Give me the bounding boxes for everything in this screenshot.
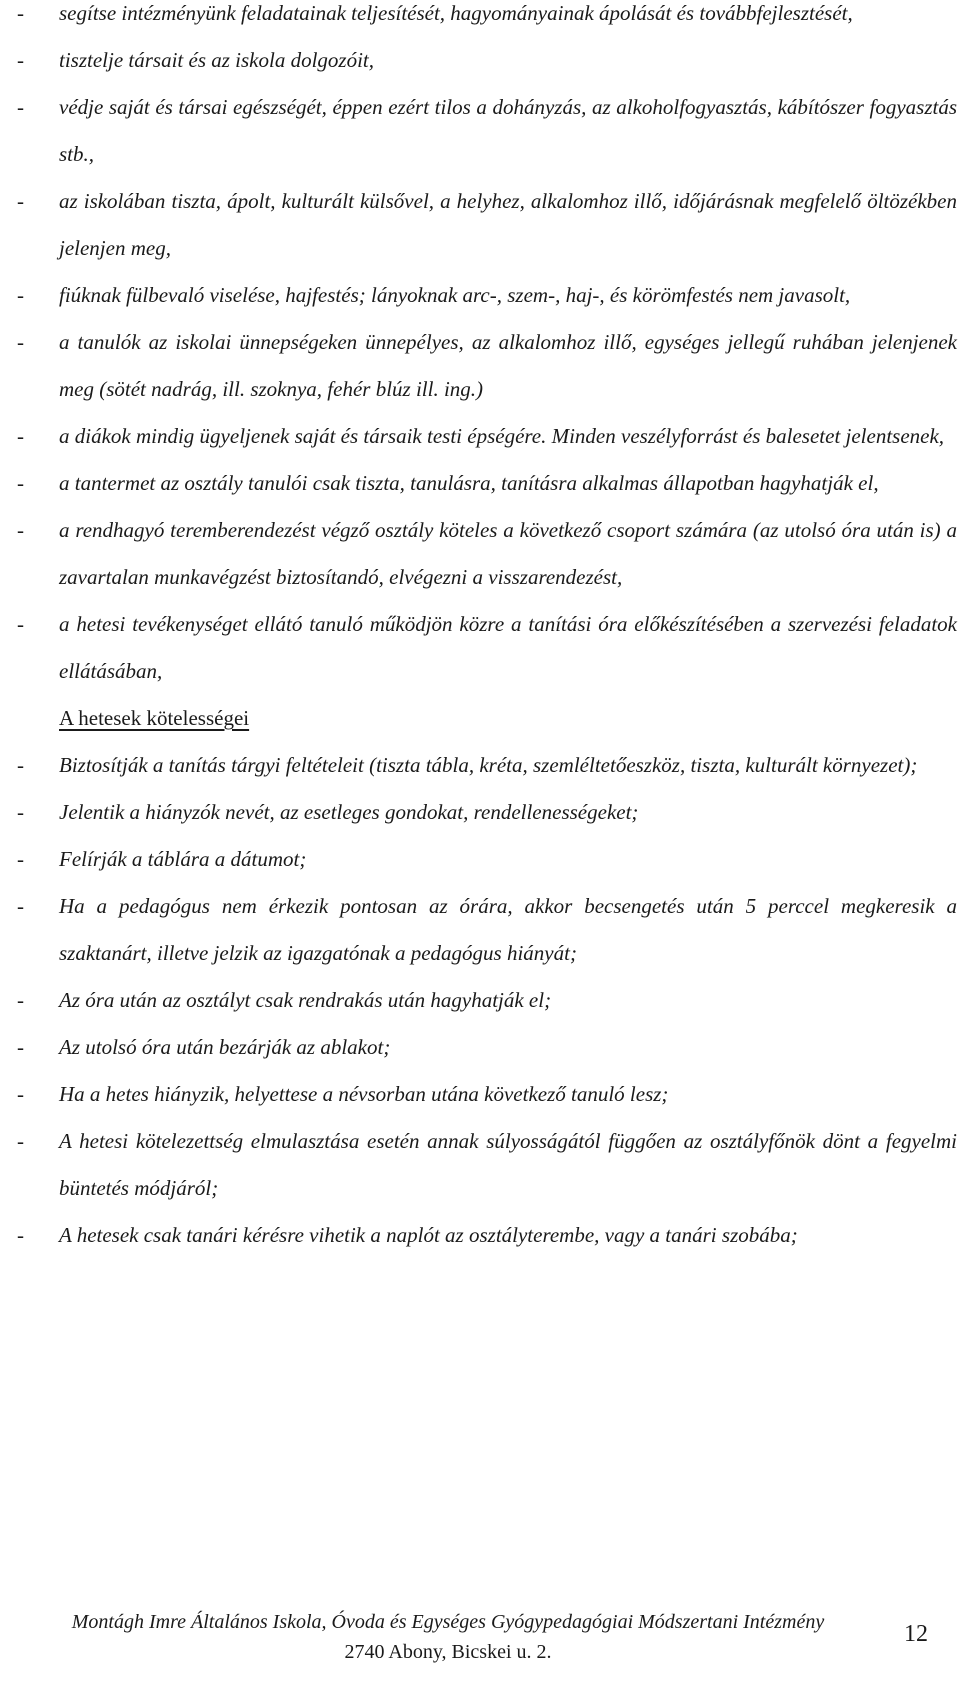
list-item-text: Jelentik a hiányzók nevét, az esetleges gondokat, rendellenességeket;	[59, 800, 639, 824]
section-heading: A hetesek kötelességei	[59, 706, 250, 730]
list-dash: -	[17, 424, 24, 448]
list-item	[17, 0, 957, 37]
list-dash: -	[17, 48, 24, 72]
list-item-text: tisztelje társait és az iskola dolgozóit,	[59, 48, 375, 72]
list-item-text: segítse intézményünk feladatainak teljesítését, hagyományainak ápolását és továbbfejlesztését,	[59, 1, 853, 25]
page-number: 12	[904, 1621, 928, 1647]
list-item-text: a rendhagyó teremberendezést végző osztály köteles a következő csoport számára (az utolsó óra után is) a zavartalan munkavégzést biztosítandó, elvégezni a visszarendezést,	[59, 518, 957, 589]
list-item-text: Felírják a táblára a dátumot;	[59, 847, 307, 871]
list-item-text: a tantermet az osztály tanulói csak tiszta, tanulásra, tanításra alkalmas állapotban hagyhatják el,	[59, 471, 879, 495]
list-dash: -	[17, 95, 24, 119]
list-item-text: Ha a hetes hiányzik, helyettese a névsorban utána következő tanuló lesz;	[59, 1082, 669, 1106]
list-item	[17, 742, 957, 789]
list-dash: -	[17, 1035, 24, 1059]
list-item	[17, 272, 957, 319]
list-item	[17, 1024, 957, 1071]
document-body	[17, 0, 957, 1259]
list-item-text: védje saját és társai egészségét, éppen ezért tilos a dohányzás, az alkoholfogyasztás, kábítószer fogyasztás stb.,	[59, 95, 957, 166]
list-dash: -	[17, 518, 24, 542]
list-item	[17, 1071, 957, 1118]
list-item	[17, 507, 957, 601]
list-item-text: az iskolában tiszta, ápolt, kulturált külsővel, a helyhez, alkalomhoz illő, időjárásnak megfelelő öltözékben jelenjen meg,	[59, 189, 957, 260]
list-dash: -	[17, 283, 24, 307]
list-dash: -	[17, 612, 24, 636]
list-item	[17, 413, 957, 460]
list-item	[17, 836, 957, 883]
list-item-text: A hetesek csak tanári kérésre vihetik a naplót az osztályterembe, vagy a tanári szobába;	[59, 1223, 798, 1247]
list-item-text: Az utolsó óra után bezárják az ablakot;	[59, 1035, 391, 1059]
list-item-text: Ha a pedagógus nem érkezik pontosan az órára, akkor becsengetés után 5 perccel megkeresik a szaktanárt, illetve jelzik az igazgatónak a pedagógus hiányát;	[59, 894, 957, 965]
list-item	[17, 84, 957, 178]
list-item	[17, 789, 957, 836]
list-dash: -	[17, 330, 24, 354]
list-item-text: a tanulók az iskolai ünnepségeken ünnepélyes, az alkalomhoz illő, egységes jellegű ruhában jelenjenek meg (sötét nadrág, ill. szoknya, fehér blúz ill. ing.)	[59, 330, 957, 401]
list-dash: -	[17, 753, 24, 777]
list-item	[17, 1212, 957, 1259]
footer-address: 2740 Abony, Bicskei u. 2.	[344, 1641, 552, 1663]
list-dash: -	[17, 1082, 24, 1106]
list-item	[17, 37, 957, 84]
list-dash: -	[17, 1223, 24, 1247]
list-item	[17, 977, 957, 1024]
list-dash: -	[17, 1129, 24, 1153]
list-dash: -	[17, 847, 24, 871]
list-item	[17, 178, 957, 272]
list-item-text: fiúknak fülbevaló viselése, hajfestés; lányoknak arc-, szem-, haj-, és körömfestés nem javasolt,	[59, 283, 851, 307]
list-dash: -	[17, 988, 24, 1012]
list-dash: -	[17, 800, 24, 824]
page-footer	[0, 1608, 960, 1683]
list-item-text: Az óra után az osztályt csak rendrakás után hagyhatják el;	[59, 988, 552, 1012]
list-item	[17, 1118, 957, 1212]
list-item	[17, 601, 957, 695]
list-item	[17, 460, 957, 507]
list-item-text: Biztosítják a tanítás tárgyi feltételeit (tiszta tábla, kréta, szemléltetőeszköz, tiszta, kulturált környezet);	[59, 753, 918, 777]
list-item-text: a diákok mindig ügyeljenek saját és társaik testi épségére. Minden veszélyforrást és balesetet jelentsenek,	[59, 424, 945, 448]
list-item	[17, 883, 957, 977]
list-item-text: a hetesi tevékenységet ellátó tanuló működjön közre a tanítási óra előkészítésében a szervezési feladatok ellátásában,	[59, 612, 957, 683]
list-dash: -	[17, 189, 24, 213]
footer-institution: Montágh Imre Általános Iskola, Óvoda és Egységes Gyógypedagógiai Módszertani Intézmény	[71, 1611, 825, 1633]
list-item-text: A hetesi kötelezettség elmulasztása esetén annak súlyosságától függően az osztályfőnök dönt a fegyelmi büntetés módjáról;	[59, 1129, 957, 1200]
list-dash: -	[17, 894, 24, 918]
list-dash: -	[17, 1, 24, 25]
list-item	[17, 319, 957, 413]
list-dash: -	[17, 471, 24, 495]
